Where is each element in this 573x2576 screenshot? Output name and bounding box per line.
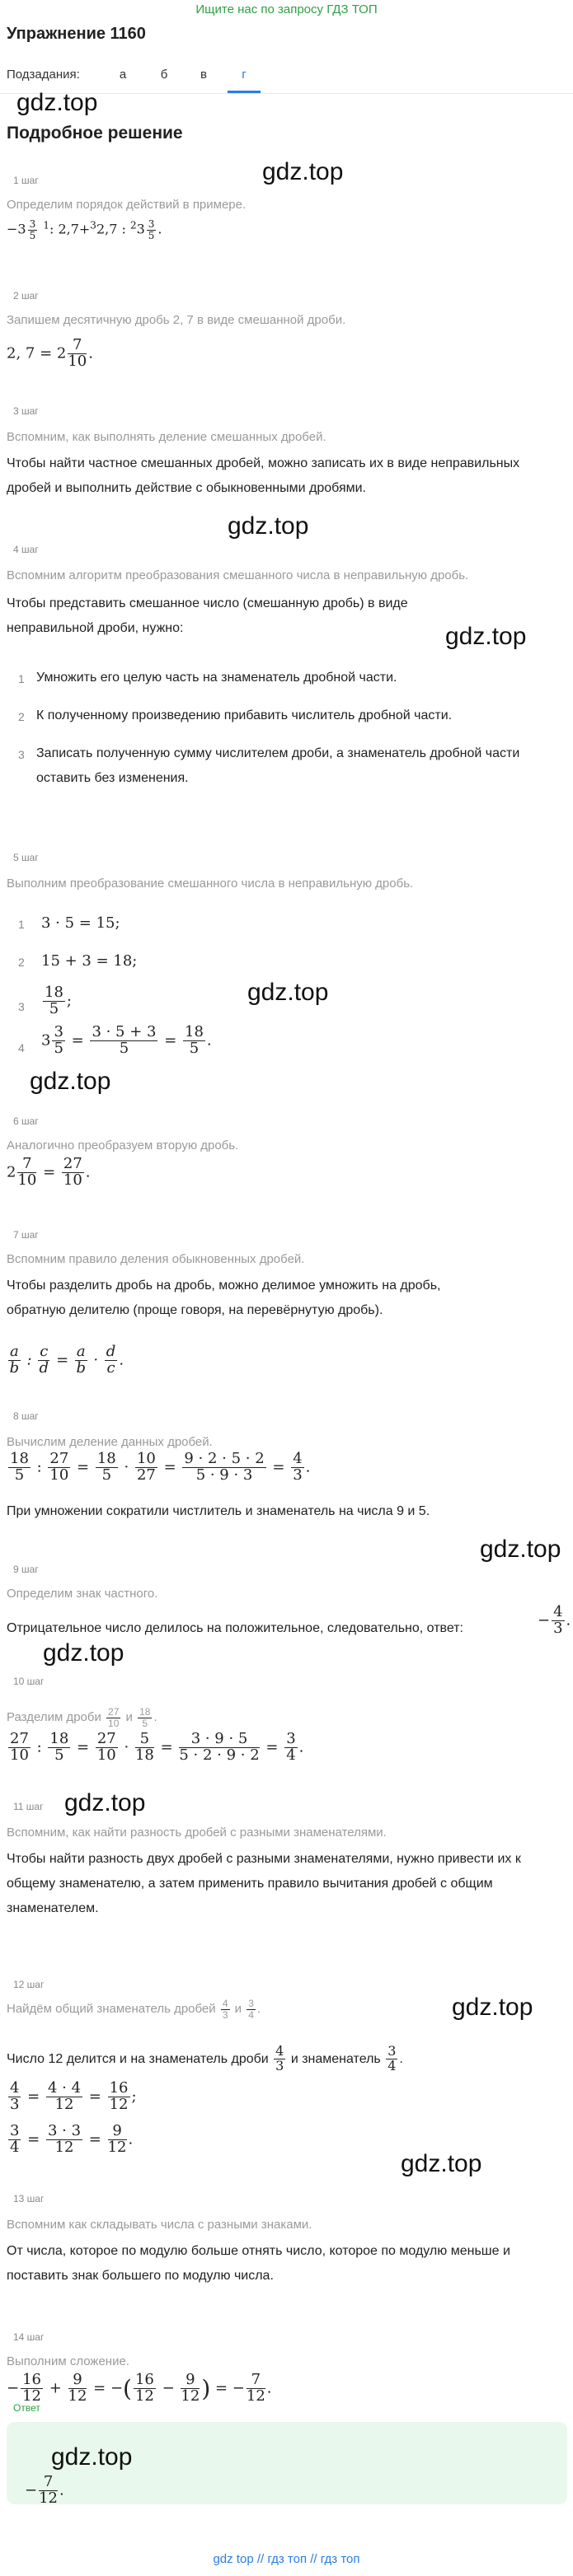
step-text: Чтобы представить смешанное число (смешанную дробь) в виде неправильной дроби, нужно:: [7, 596, 408, 635]
watermark: gdz.top: [480, 1536, 561, 1563]
watermark: gdz.top: [16, 89, 98, 116]
step-description: Выполним преобразование смешанного числа в неправильную дробь.: [7, 877, 414, 891]
step-5-line-4: 3 $\frac{3}{5}$ = $\frac{3 \cdot 5 + 3}{5}$ = $\frac{18}{5}$ .: [41, 1023, 212, 1057]
tab-g[interactable]: г: [242, 68, 247, 82]
watermark: gdz.top: [452, 1994, 533, 2021]
exercise-title: Упражнение 1160: [7, 25, 146, 43]
watermark: gdz.top: [445, 623, 527, 650]
step-2-expression: 2, 7 = 2 $\frac{7}{10}$ .: [7, 336, 93, 370]
step-5-line-2: 15 + 3 = 18;: [41, 952, 138, 970]
tab-a[interactable]: а: [119, 68, 127, 82]
step-label: 14 шаг: [13, 2331, 45, 2343]
step-5-line-3: $\frac{18}{5}$ ;: [45, 984, 72, 1017]
top-banner-link[interactable]: Ищите нас по запросу ГДЗ ТОП: [195, 2, 378, 16]
step-description-text: Разделим дроби: [7, 1710, 101, 1725]
step-description: Вспомним как складывать числа с разными знаками.: [7, 2218, 312, 2232]
step-text: Чтобы найти частное смешанных дробей, можно записать их в виде неправильных дробей и выполнить действие с обыкновенными дробями.: [7, 456, 520, 495]
watermark: gdz.top: [247, 979, 329, 1006]
footer-links[interactable]: gdz top // гдз топ // гдз топ: [213, 2552, 360, 2566]
list-number: 3: [18, 748, 25, 761]
list-number: 2: [18, 956, 25, 969]
step-label: 13 шаг: [13, 2193, 45, 2204]
step-label: 12 шаг: [13, 1979, 45, 1990]
step-label: 9 шаг: [13, 1564, 39, 1575]
step-description: Запишем десятичную дробь 2, 7 в виде смешанной дроби.: [7, 313, 346, 327]
step-description: Вспомним, как найти разность дробей с разными знаменателями.: [7, 1826, 387, 1840]
list-number: 4: [18, 1041, 25, 1054]
step-description: Найдём общий знаменатель дробей $\frac{4}{3}$ и $\frac{3}{4}$ .: [7, 1998, 261, 2021]
step-8-expression: $\frac{18}{5}$ : $\frac{27}{10}$ = $\frac{18}{5}$ · $\frac{10}{27}$ = $\frac{9 \cdot 2 \cdot 5 \cdot 2}{5 \cdot 9 \cdot 3}$ = $\frac{4}{3}$ .: [10, 1450, 311, 1484]
step-12-line-1: $\frac{4}{3}$ = $\frac{4 \cdot 4}{12}$ = $\frac{16}{12}$ ;: [10, 2079, 137, 2113]
step-text: Чтобы найти разность двух дробей с разными знаменателями, нужно привести их к общему знаменателю, а затем применить правило вычитания дробей с общим знаменателем.: [7, 1852, 521, 1915]
list-item: Записать полученную сумму числителем дроби, а знаменатель дробной части оставить без изменения.: [36, 746, 520, 785]
step-text: Число 12 делится и на знаменатель дроби $\frac{4}{3}$ и знаменатель $\frac{3}{4}$ .: [7, 2043, 403, 2073]
step-description: Вспомним, как выполнять деление смешанных дробей.: [7, 430, 326, 444]
step-label: 1 шаг: [13, 175, 39, 186]
step-description: Вспомним алгоритм преобразования смешанного числа в неправильную дробь.: [7, 568, 469, 582]
watermark: gdz.top: [43, 1639, 124, 1667]
step-7-rule: $\frac{a}{b}$ : $\frac{c}{d}$ = $\frac{a}{b}$ · $\frac{d}{c}$ .: [9, 1343, 124, 1377]
step-description: Определим знак частного.: [7, 1587, 158, 1601]
step-text: Отрицательное число делилось на положительное, следовательно, ответ:: [7, 1621, 463, 1635]
step-text: От числа, которое по модулю больше отнять число, которое по модулю меньше и поставить знак большего по модулю числа.: [7, 2244, 510, 2283]
step-text-b: и знаменатель: [290, 2051, 381, 2066]
step-label: 2 шаг: [13, 290, 39, 302]
answer-label: Ответ: [13, 2402, 40, 2414]
watermark: gdz.top: [51, 2443, 133, 2471]
step-6-expression: 2 $\frac{7}{10}$ = $\frac{27}{10}$ .: [7, 1155, 91, 1189]
tab-v[interactable]: в: [200, 68, 207, 82]
step-description: Вычислим деление данных дробей.: [7, 1435, 213, 1449]
tab-b[interactable]: б: [160, 68, 168, 82]
watermark: gdz.top: [262, 158, 344, 185]
solution-title: Подробное решение: [7, 124, 183, 143]
watermark: gdz.top: [30, 1068, 111, 1095]
list-item: К полученному произведению прибавить числитель дробной части.: [36, 708, 453, 722]
watermark: gdz.top: [228, 512, 309, 540]
list-number: 1: [18, 672, 25, 685]
step-label: 7 шаг: [13, 1229, 39, 1241]
list-number: 1: [18, 918, 25, 931]
step-10-expression: $\frac{27}{10}$ : $\frac{18}{5}$ = $\frac{27}{10}$ · $\frac{5}{18}$ = $\frac{3 \cdot 9 \cdot 5}{5 \cdot 2 \cdot 9 \cdot 2}$ = $\frac{3}{4}$ .: [10, 1730, 304, 1764]
step-description: Разделим дроби $\frac{27}{10}$ и $\frac{18}{5}$ .: [7, 1706, 157, 1729]
step-description: Вспомним правило деления обыкновенных дробей.: [7, 1252, 305, 1266]
step-12-line-2: $\frac{3}{4}$ = $\frac{3 \cdot 3}{12}$ = $\frac{9}{12}$ .: [10, 2122, 134, 2156]
list-number: 3: [18, 1000, 25, 1013]
answer-value: − $\frac{7}{12}$ .: [25, 2473, 64, 2507]
list-item: Умножить его целую часть на знаменатель дробной части.: [36, 671, 397, 685]
step-text: Чтобы разделить дробь на дробь, можно делимое умножить на дробь, обратную делителю (проще говоря, на перевёрнутую дробь).: [7, 1279, 441, 1317]
step-label: 4 шаг: [13, 544, 39, 555]
step-label: 5 шаг: [13, 852, 39, 863]
step-label: 3 шаг: [13, 405, 39, 417]
subtasks-label: Подзадания:: [7, 68, 80, 82]
step-14-expression: − $\frac{16}{12}$ + $\frac{9}{12}$ = −( $\frac{16}{12}$ − $\frac{9}{12}$ ) = − $\frac{7}{12}$ .: [7, 2371, 272, 2405]
watermark: gdz.top: [64, 1789, 146, 1816]
step-label: 6 шаг: [13, 1115, 39, 1127]
step-description: Определим порядок действий в примере.: [7, 198, 247, 212]
step-text: При умножении сократили чистлитель и знаменатель на числа 9 и 5.: [7, 1504, 430, 1518]
step-5-line-1: 3 · 5 = 15;: [41, 914, 120, 932]
step-label: 8 шаг: [13, 1410, 39, 1422]
watermark: gdz.top: [401, 2150, 482, 2177]
list-number: 2: [18, 710, 25, 723]
step-9-answer: − $\frac{4}{3}$ .: [538, 1603, 571, 1637]
step-text-a: Число 12 делится и на знаменатель дроби: [7, 2051, 269, 2066]
step-description-text: Найдём общий знаменатель дробей: [7, 2002, 216, 2017]
step-label: 10 шаг: [13, 1676, 45, 1687]
step-description: Выполним сложение.: [7, 2354, 129, 2368]
step-description: Аналогично преобразуем вторую дробь.: [7, 1138, 239, 1152]
step-label: 11 шаг: [13, 1801, 44, 1812]
step-1-expression: −3 $\frac{3}{5}$ $^1$: 2,7+$^3$2,7 : $^2$3 $\frac{3}{5}$ .: [7, 218, 162, 241]
